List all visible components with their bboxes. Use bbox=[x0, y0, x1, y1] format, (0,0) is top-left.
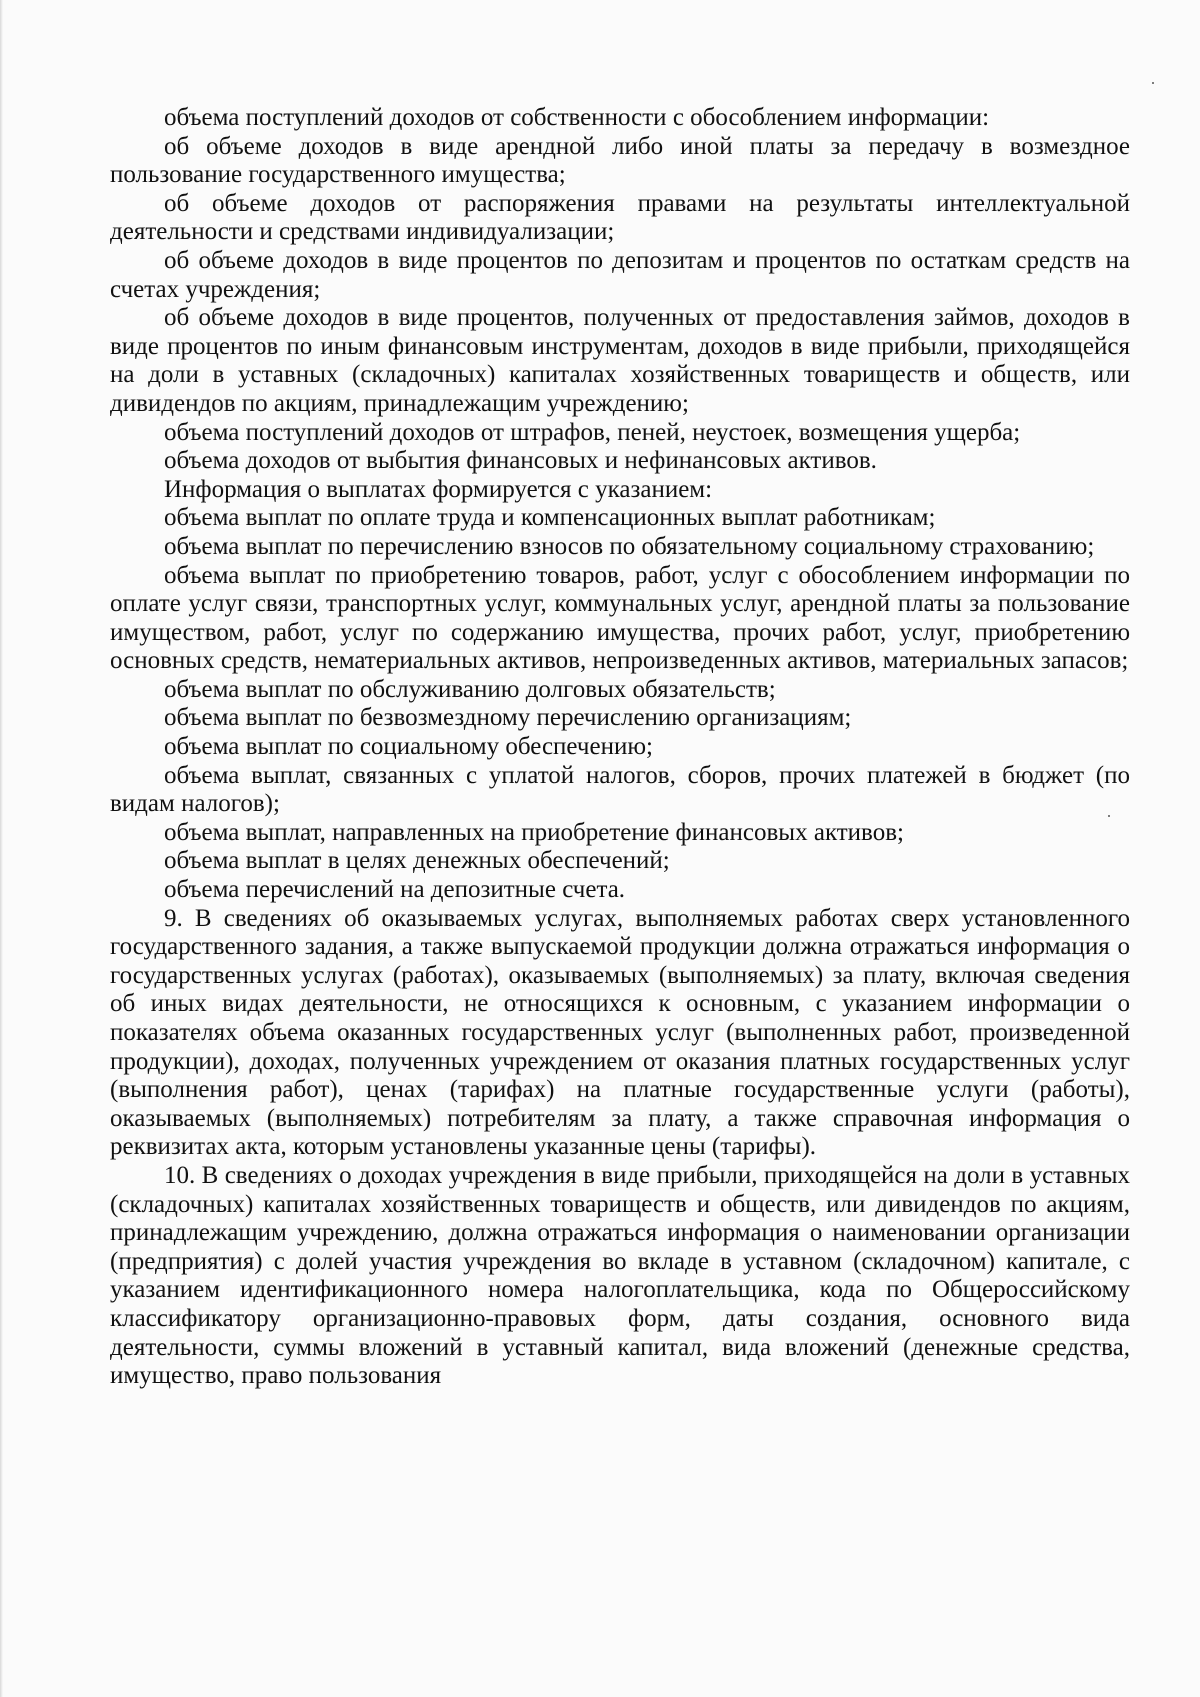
paragraph: объема выплат по приобретению товаров, работ, услуг с обособлением информации по оплате услуг связи, транспортных услуг, коммунальных услуг, арендной платы за пользование имуществом, работ, услуг по содержанию имущества, прочих работ, услуг, приобретению основных средств, нематериальных активов, непроизведенных активов, материальных запасов; bbox=[110, 561, 1130, 675]
scan-artifact bbox=[1152, 82, 1154, 84]
paragraph: объема выплат по социальному обеспечению; bbox=[164, 733, 653, 761]
paragraph: об объеме доходов в виде процентов по депозитам и процентов по остаткам средств на счетах учреждения; bbox=[110, 246, 1130, 303]
paragraph: Информация о выплатах формируется с указанием: bbox=[164, 475, 713, 503]
document-body bbox=[110, 104, 1130, 1391]
paragraph: объема выплат по обслуживанию долговых обязательств; bbox=[164, 675, 776, 703]
scan-edge-shadow bbox=[0, 0, 3, 1697]
paragraph: об объеме доходов в виде процентов, полученных от предоставления займов, доходов в виде процентов по иным финансовым инструментам, доходов в виде прибыли, приходящейся на доли в уставных (складочных) капиталах хозяйственных товариществ и обществ, или дивидендов по акциям, принадлежащим учреждению; bbox=[110, 304, 1130, 417]
paragraph: объема выплат в целях денежных обеспечений; bbox=[164, 847, 670, 875]
paragraph: объема поступлений доходов от собственности с обособлением информации: bbox=[164, 104, 990, 131]
paragraph: об объеме доходов от распоряжения правами на результаты интеллектуальной деятельности и средствами индивидуализации; bbox=[110, 189, 1130, 246]
paragraph: об объеме доходов в виде арендной либо иной платы за передачу в возмездное пользование государственного имущества; bbox=[110, 132, 1130, 189]
paragraph: объема выплат по оплате труда и компенсационных выплат работникам; bbox=[164, 504, 936, 532]
paragraph: объема перечислений на депозитные счета. bbox=[164, 876, 626, 904]
paragraph: 10. В сведениях о доходах учреждения в виде прибыли, приходящейся на доли в уставных (складочных) капиталах хозяйственных товариществ и обществ, или дивидендов по акциям, принадлежащим учреждению, должна отражаться информация о наименовании организации (предприятия) с долей участия учреждения во вкладе в уставном (складочном) капитале, с указанием идентификационного номера налогоплательщика, кода по Общероссийскому классификатору организационно-правовых форм, даты создания, основного вида деятельности, суммы вложений в уставный капитал, вида вложений (денежные средства, имущество, право пользования bbox=[110, 1161, 1130, 1390]
paragraph: объема поступлений доходов от штрафов, пеней, неустоек, возмещения ущерба; bbox=[164, 418, 1021, 446]
paragraph: объема выплат, связанных с уплатой налогов, сборов, прочих платежей в бюджет (по видам налогов); bbox=[110, 761, 1130, 818]
paragraph: объема выплат по перечислению взносов по обязательному социальному страхованию; bbox=[164, 532, 1095, 560]
paragraph: объема выплат, направленных на приобретение финансовых активов; bbox=[164, 818, 904, 846]
paragraph: 9. В сведениях об оказываемых услугах, выполняемых работах сверх установленного государственного задания, а также выпускаемой продукции должна отражаться информация о государственных услугах (работах), оказываемых (выполняемых) за плату, включая сведения об иных видах деятельности, не относящихся к основным, с указанием информации о показателях объема оказанных государственных услуг (выполненных работ, произведенной продукции), доходах, полученных учреждением от оказания платных государственных услуг (выполнения работ), ценах (тарифах) на платные государственные услуги (работы), оказываемых (выполняемых) потребителям за плату, а также справочная информация о реквизитах акта, которым установлены указанные цены (тарифы). bbox=[110, 904, 1130, 1161]
paragraph: объема доходов от выбытия финансовых и нефинансовых активов. bbox=[164, 447, 877, 475]
paragraph: объема выплат по безвозмездному перечислению организациям; bbox=[164, 704, 852, 732]
